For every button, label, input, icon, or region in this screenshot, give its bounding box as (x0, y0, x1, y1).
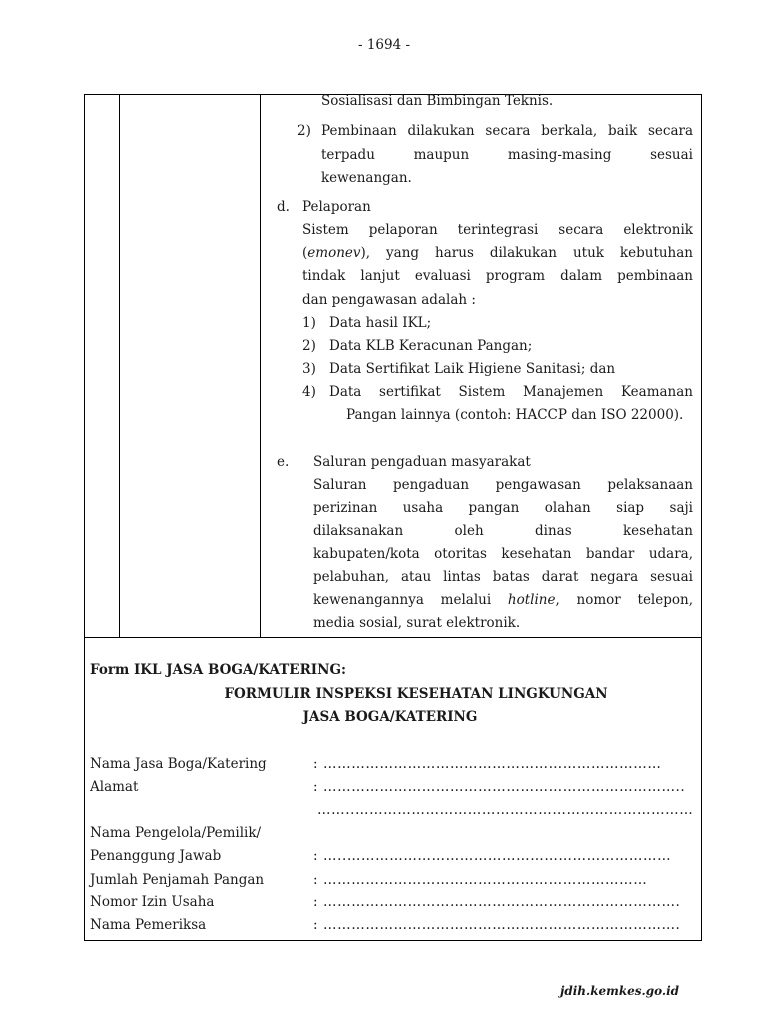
section-d-letter: d. (277, 199, 290, 215)
list-item: Data hasil IKL; (329, 315, 432, 331)
section-e-line: kabupaten/kota otoritas kesehatan bandar udara, (313, 546, 693, 562)
field-value-nama-jasa-boga: : ……………………………………………………………… (313, 756, 662, 772)
page-number: - 1694 - (357, 37, 411, 53)
field-label-nama-pemeriksa: Nama Pemeriksa (90, 917, 207, 933)
item-1-continuation: Sosialisasi dan Bimbingan Teknis. (321, 93, 554, 109)
section-d-title: Pelaporan (302, 199, 371, 215)
field-label-nama-jasa-boga: Nama Jasa Boga/Katering (90, 756, 267, 772)
section-e-line: kewenangannya melalui hotline, nomor telepon, (313, 592, 693, 608)
field-value-jumlah-penjamah: : …………………………………………………………… (313, 872, 648, 888)
list-item: Data Sertifikat Laik Higiene Sanitasi; dan (329, 361, 616, 377)
section-d-line: tindak lanjut evaluasi program dalam pembinaan (302, 268, 693, 284)
section-d-line: (emonev), yang harus dilakukan utuk kebutuhan (302, 245, 693, 261)
field-value-nama-pemeriksa: : …………………………………………………………………. (313, 917, 681, 933)
field-label-nama-pengelola: Nama Pengelola/Pemilik/ (90, 825, 262, 841)
item-2-line: Pembinaan dilakukan secara berkala, baik secara (321, 123, 693, 139)
item-2-line: terpadu maupun masing-masing sesuai (321, 147, 693, 163)
section-d-line: Sistem pelaporan terintegrasi secara elektronik (302, 222, 693, 238)
footer-url: jdih.kemkes.go.id (560, 984, 680, 998)
list-item: Data sertifikat Sistem Manajemen Keamanan (329, 384, 693, 400)
section-e-line: media sosial, surat elektronik. (313, 615, 521, 631)
field-value-alamat-continuation: ……..……………………………………………………………… (317, 802, 694, 818)
field-label-penanggung-jawab: Penanggung Jawab (90, 848, 222, 864)
list-item: Data KLB Keracunan Pangan; (329, 338, 533, 354)
field-value-nomor-izin: : …………………………………………………………………. (313, 894, 681, 910)
list-item-continuation: Pangan lainnya (contoh: HACCP dan ISO 22000). (346, 407, 684, 423)
section-d-line: dan pengawasan adalah : (302, 292, 476, 308)
form-title-line-2: JASA BOGA/KATERING (302, 709, 478, 725)
list-item-number: 1) (302, 315, 316, 331)
item-2-number: 2) (297, 123, 311, 139)
section-e-line: dilaksanakan oleh dinas kesehatan (313, 523, 693, 539)
section-e-line: perizinan usaha pangan olahan siap saji (313, 500, 693, 516)
list-item-number: 2) (302, 338, 316, 354)
section-e-letter: e. (277, 454, 290, 470)
field-label-alamat: Alamat (90, 779, 139, 795)
list-item-number: 3) (302, 361, 316, 377)
form-label: Form IKL JASA BOGA/KATERING: (90, 662, 346, 678)
form-title-line-1: FORMULIR INSPEKSI KESEHATAN LINGKUNGAN (224, 686, 608, 702)
field-value-penanggung-jawab: : …..…………………………………………………………… (313, 848, 672, 864)
field-value-alamat: : ………………………………………………………………….. (313, 779, 686, 795)
section-e-line: pelabuhan, atau lintas batas darat negara sesuai (313, 569, 693, 585)
item-2-line: kewenangan. (321, 170, 412, 186)
section-e-line: Saluran pengaduan pengawasan pelaksanaan (313, 477, 693, 493)
field-label-nomor-izin: Nomor Izin Usaha (90, 894, 215, 910)
section-e-title: Saluran pengaduan masyarakat (313, 454, 531, 470)
field-label-jumlah-penjamah: Jumlah Penjamah Pangan (90, 872, 265, 888)
list-item-number: 4) (302, 384, 316, 400)
